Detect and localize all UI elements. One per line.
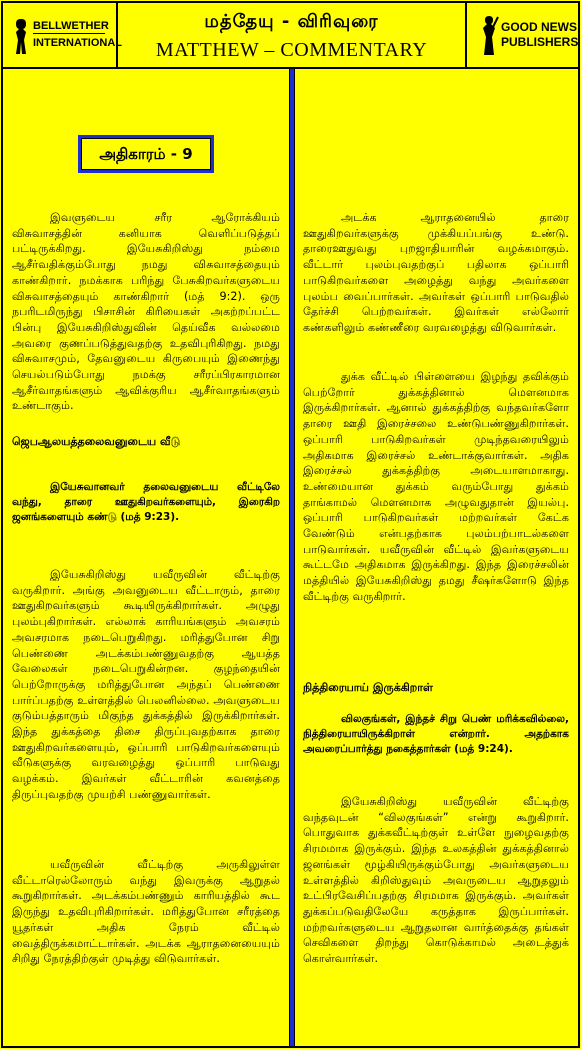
scripture-quote: விலகுங்கள், இந்தச் சிறு பெண் மரிக்கவில்லை, நித்திரையாயிருக்கிறாள் என்றார். அதற்காக அவரைப்பார்த்து நகைத்தார்கள் (மத் 9:24). [303, 713, 569, 755]
left-quote-1 [12, 480, 280, 525]
left-para-2 [12, 567, 280, 803]
right-para-1-text: அடக்க ஆராதனையில் தாரை ஊதுகிறவர்களுக்கு முக்கியப்பங்கு உண்டு. தாரைஊதுவது புறஜாதியாரின் வழக்கமாகும். வீட்டார் புலம்புவதற்குப் பதிலாக ஒப்பாரி பாடுகிறவர்களை அழைத்து வந்து அவர்களை புலம்ப வைப்பார்கள். அவர்கள் ஒப்பாரி பாடுவதில் தேர்ச்சி பெற்றவர்கள். இவர்கள் எல்லோர் கண்களிலும் கண்ணீரை வரவழைத்து விடுவார்கள். [303, 211, 569, 334]
header [3, 3, 578, 67]
left-para-3 [12, 857, 280, 967]
left-para-1 [12, 210, 280, 414]
left-para-2-text: இயேசுகிறிஸ்து யவீருவின் வீட்டிற்கு வருகிறார். அங்கு அவனுடைய வீட்டாரும், தாரை ஊதுகிறவர்களும் கூடியிருக்கிறார்கள். அழுது புலம்புகிறார்கள். எல்லாக் காரியங்களும் அவசரம் அவசரமாக நடைபெறுகிறது. மரித்துபோன சிறு பெண்ணை அடக்கம்பண்ணுவதற்கு ஆயத்த வேலைகள் நடைபெறுகின்றன. குழந்தையின் பெற்றோருக்கு மரித்துபோன அந்தப் பெண்ணை பார்ப்பதற்கு உள்ளத்தில் பெலனில்லை. அவளுடைய குடும்பத்தாரும் மிகுந்த துக்கத்தில் இருக்கிறார்கள். இந்த துக்கத்தை திசை திருப்புவதற்காக தாரை ஊதுகிறவர்களையும், ஒப்பாரி பாடுகிறவர்களையும் வீடுகளுக்கு வரவழைத்து ஒப்பாரி பாடுவது வழக்கம். இவர்கள் வீட்டாரின் கவனத்தை திருப்புவதற்கு முயற்சி பண்ணுவார்கள். [12, 568, 280, 801]
good-news-logo [465, 3, 578, 67]
right-logo-line1: GOOD NEWS [501, 20, 578, 34]
right-quote-1 [303, 712, 569, 757]
title-english: MATTHEW – COMMENTARY [155, 39, 428, 61]
title-tamil: மத்தேயு - விரிவுரை [204, 11, 379, 32]
right-para-2-text: துக்க வீட்டில் பிள்ளையை இழந்து தவிக்கும் பெற்றோர் துக்கத்தினால் மௌனமாக இருக்கிறார்கள். ஆனால் துக்கத்திற்கு வந்தவர்களோ தாரை ஊதி இரைச்சலை உண்டுபண்ணுகிறார்கள். ஒப்பாரி பாடுகிறவர்கள் முடிந்தவரையிலும் அதிகமாக இரைச்சல் உண்டாக்குவார்கள். அதிக இரைச்சல் துக்கத்திற்கு அடையாளமாகாது. உண்மையான துக்கம் வரும்போது துக்கம் தாங்காமல் மௌனமாக அழுவதுதான் இயல்பு. ஒப்பாரி பாடுகிறவர்கள் மற்றவர்கள் கேட்க வேண்டும் என்பதற்காக புலம்பற்பாடல்களை பாடுவார்கள். யவீருவின் வீட்டில் இவர்களுடைய கூட்டமே அதிகமாக இருக்கிறது. இந்த இரைச்சலின் மத்தியில் இயேசுகிறிஸ்து தமது சீஷர்களோடு இந்த வீட்டிற்கு வருகிறார். [303, 370, 569, 603]
right-para-1 [303, 210, 569, 336]
chapter-label: அதிகாரம் - 9 [78, 135, 214, 173]
bellwether-logo [3, 3, 123, 67]
right-heading-1 [303, 680, 569, 696]
right-para-3 [303, 794, 569, 967]
left-logo-line2: INTERNATIONAL [33, 37, 123, 49]
column-divider [289, 69, 295, 1046]
scripture-quote: இயேசுவானவர் தலைவனுடைய வீட்டிலே வந்து, தாரை ஊதுகிறவர்களையும், இரைகிற ஜனங்களையும் கண்டு (மத் 9:23). [12, 481, 280, 523]
section-heading: நித்திரையாய் இருக்கிறாள் [303, 681, 433, 694]
right-para-2 [303, 369, 569, 605]
right-logo-line2: PUBLISHERS [501, 35, 579, 49]
right-para-3-text: இயேசுகிறிஸ்து யவீருவின் வீட்டிற்கு வந்தவுடன் “விலகுங்கள்” என்று கூறுகிறார். பொதுவாக துக்கவீட்டிற்குள் உள்ளே நுழைவதற்கு சிரமமாக இருக்கும். இந்த உலகத்தின் துக்கத்தினால் ஜனங்கள் மூழ்கியிருக்கும்போது அவர்களுடைய உள்ளத்தில் கிறிஸ்துவும் அவருடைய ஆறுதலும் உட்பிரவேசிப்பதற்கு சிரமமாக இருக்கும். அவர்கள் துக்கப்படுவதிலேயே கருத்தாக இருப்பார்கள். மற்றவர்களுடைய ஆறுதலான வார்த்தைக்கு தங்கள் செவிகளை திறந்து கொடுக்காமல் அடைத்துக் கொள்வார்கள். [303, 795, 569, 966]
left-logo-line1: BELLWETHER [33, 20, 109, 32]
statue-figure-icon [479, 15, 499, 57]
title-box [118, 3, 465, 67]
left-para-3-text: யவீருவின் வீட்டிற்கு அருகிலுள்ள வீட்டாரெல்லோரும் வந்து இவருக்கு ஆறுதல் கூறுகிறார்கள். அடக்கம்பண்ணும் காரியத்தில் கூட இருந்து உதவிபுரிகிறார்கள். மரித்துபோன சரீரத்தை யூதர்கள் அதிக நேரம் வீட்டில் வைத்திருக்கமாட்டார்கள். அடக்க ஆராதனையையும் சிறிது நேரத்திற்குள் முடித்து விடுவார்கள். [12, 858, 280, 966]
left-heading-1 [12, 434, 280, 450]
section-heading: ஜெபஆலயத்தலைவனுடைய வீடு [12, 435, 181, 448]
left-logo-rule [33, 33, 105, 34]
bellwether-figure-icon [13, 17, 31, 57]
left-para-1-text: இவளுடைய சரீர ஆரோக்கியம் விசுவாசத்தின் கனியாக வெளிப்படுத்தப் பட்டிருக்கிறது. இயேசுகிறிஸ்து நம்மை ஆசீர்வதிக்கும்போது நமது விசுவாசத்தையும் காண்கிறார். நமக்காக பரிந்து பேசுகிறவர்களுடைய விசுவாசத்தையும் காண்கிறார் (மத் 9:2). ஒரு நபரிடமிருந்து பிசாசின் கிரியைகள் அகற்றப்பட்ட பின்பு இயேசுகிறிஸ்துவின் தெய்வீக வல்லமை அவரை குணப்படுத்துவதற்கு உதவிபுரிகிறது. நமது விசுவாசமும், தேவனுடைய கிருபையும் இணைந்து செயல்படும்போது நமக்கு சரீரப்பிரகாரமான ஆசீர்வாதங்களும் ஆவிக்குரிய ஆசீர்வாதங்களும் உண்டாகும். [12, 211, 280, 413]
